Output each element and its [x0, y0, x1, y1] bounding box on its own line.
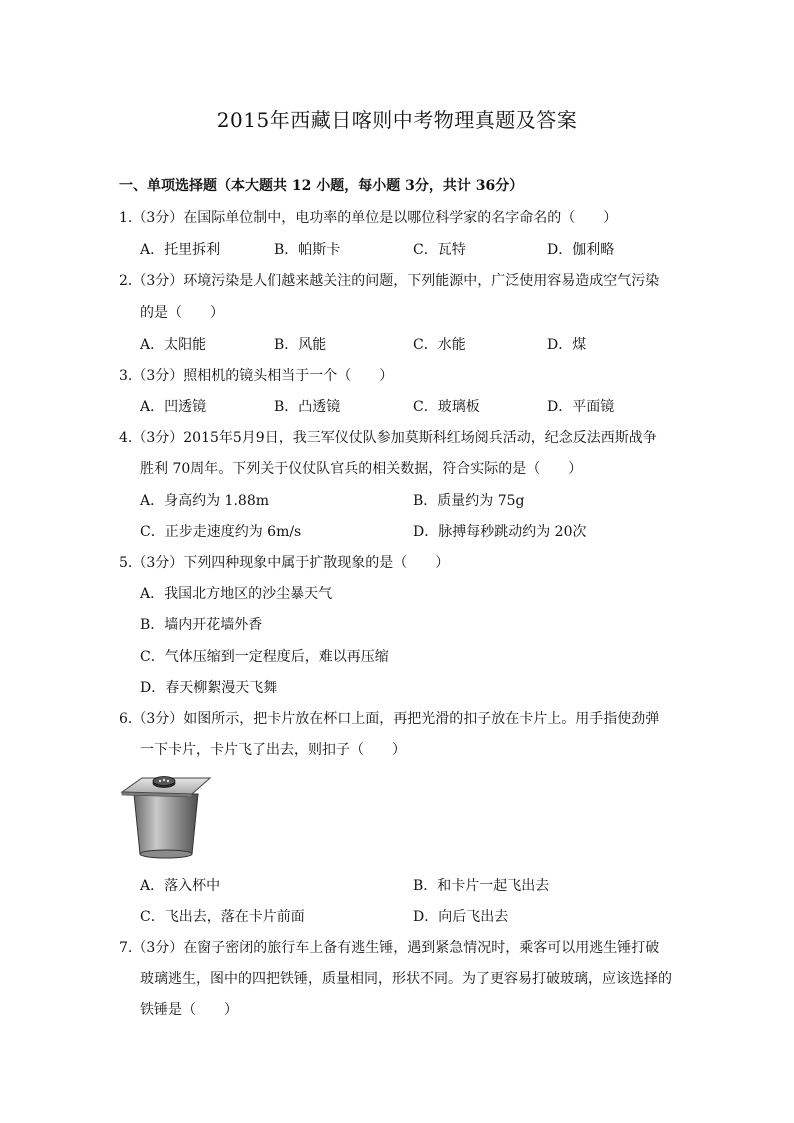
question-5-stem: 5.（3分）下列四种现象中属于扩散现象的是（ ） — [119, 555, 450, 571]
question-6-option-a: A．落入杯中 — [140, 878, 221, 894]
question-4-option-c: C．正步走速度约为 6m/s — [140, 524, 302, 540]
question-2-option-b: B．风能 — [274, 337, 327, 353]
question-3-option-a: A．凹透镜 — [140, 399, 207, 415]
question-6-option-d: D．向后飞出去 — [413, 909, 509, 925]
question-1-option-b: B．帕斯卡 — [274, 242, 341, 258]
section-heading: 一、单项选择题（本大题共 12 小题，每小题 3分，共计 36分） — [119, 178, 524, 194]
question-1-option-a: A．托里拆利 — [140, 242, 221, 258]
question-4-stem-cont: 胜利 70周年。下列关于仪仗队官兵的相关数据，符合实际的是（ ） — [140, 461, 583, 477]
question-5-option-c: C．气体压缩到一定程度后，难以再压缩 — [140, 649, 389, 665]
question-6-stem: 6.（3分）如图所示，把卡片放在杯口上面，再把光滑的扣子放在卡片上。用手指使劲弹 — [119, 711, 660, 727]
question-1-option-d: D．伽利略 — [547, 242, 615, 258]
question-3-option-c: C．玻璃板 — [413, 399, 480, 415]
question-3-stem: 3.（3分）照相机的镜头相当于一个（ ） — [119, 368, 394, 384]
question-6-stem-cont: 一下卡片，卡片飞了出去，则扣子（ ） — [140, 742, 406, 758]
question-7-stem: 7.（3分）在窗子密闭的旅行车上备有逃生锤，遇到紧急情况时，乘客可以用逃生锤打破 — [119, 940, 660, 956]
question-5-option-b: B．墙内开花墙外香 — [140, 617, 263, 633]
cup-card-button-figure — [120, 770, 212, 862]
question-5-option-d: D．春天柳絮漫天飞舞 — [140, 680, 278, 696]
question-4-option-d: D．脉搏每秒跳动约为 20次 — [413, 524, 587, 540]
question-3-option-b: B．凸透镜 — [274, 399, 341, 415]
question-4-stem: 4.（3分）2015年5月9日，我三军仪仗队参加莫斯科红场阅兵活动，纪念反法西斯战争 — [119, 430, 657, 446]
question-2-option-a: A．太阳能 — [140, 337, 207, 353]
question-1-option-c: C．瓦特 — [413, 242, 466, 258]
question-5-option-a: A．我国北方地区的沙尘暴天气 — [140, 586, 333, 602]
question-3-option-d: D．平面镜 — [547, 399, 615, 415]
question-2-option-c: C．水能 — [413, 337, 466, 353]
question-7-stem-cont-2: 铁锤是（ ） — [140, 1002, 238, 1018]
question-6-option-c: C．飞出去，落在卡片前面 — [140, 909, 305, 925]
page-title: 2015年西藏日喀则中考物理真题及答案 — [216, 108, 578, 132]
question-2-stem-cont: 的是（ ） — [140, 305, 224, 321]
question-2-stem: 2.（3分）环境污染是人们越来越关注的问题，下列能源中，广泛使用容易造成空气污染 — [119, 273, 660, 289]
question-4-option-a: A．身高约为 1.88m — [140, 493, 270, 509]
question-7-stem-cont-1: 玻璃逃生，图中的四把铁锤，质量相同，形状不同。为了更容易打破玻璃，应该选择的 — [140, 971, 672, 987]
question-1-stem: 1.（3分）在国际单位制中，电功率的单位是以哪位科学家的名字命名的（ ） — [119, 210, 618, 226]
question-2-option-d: D．煤 — [547, 337, 587, 353]
question-6-option-b: B．和卡片一起飞出去 — [413, 878, 550, 894]
question-4-option-b: B．质量约为 75g — [413, 493, 525, 509]
